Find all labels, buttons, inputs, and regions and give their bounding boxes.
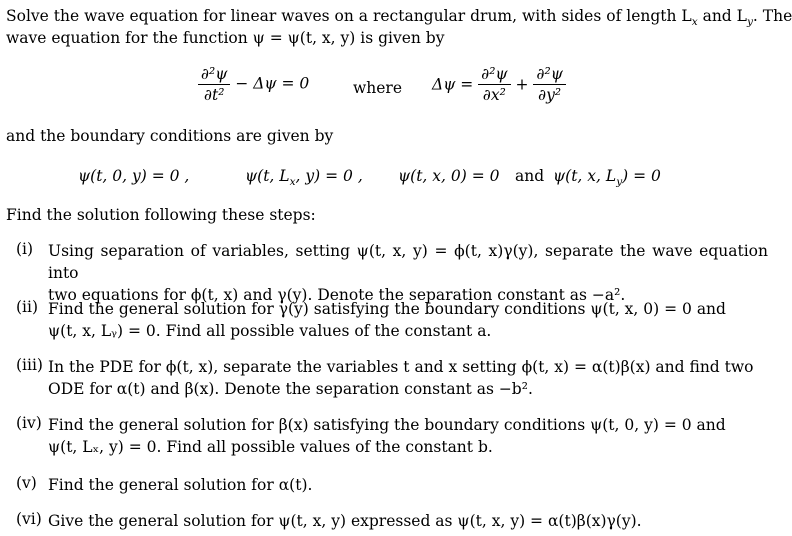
x-derivative-fraction: $\frac{\text{∂²ψ}}{\text{∂x²}}$ [478, 64, 510, 105]
equation-lhs-rest: − Δψ = 0 [235, 74, 310, 93]
intro-line-1: Solve the wave equation for linear waves on a rectangular drum, with sides of length $L_x$ and $L_y$. The [6, 7, 792, 29]
steps-intro: Find the solution following these steps: [6, 206, 316, 224]
bc-4: ψ(t, x, $L_y) = 0$ [553, 167, 661, 189]
bc-and: and [515, 167, 545, 185]
bc-intro: and the boundary conditions are given by [6, 127, 334, 145]
where-label: where [353, 79, 403, 97]
bc-1: ψ(t, 0, y) = 0 , [78, 167, 190, 185]
step-i: (i) Using separation of variables, setting ψ(t, x, y) = ϕ(t, x)γ(y), separate the wave equation into two equations for ϕ(t, x) and γ(y). Denote the separation constant as −a². [16, 240, 768, 304]
laplacian-definition: Δψ = $\frac{\text{∂²ψ}}{\text{∂x²}}$ + $\frac{\text{∂²ψ}}{\text{∂y²}}$ [432, 64, 566, 105]
y-derivative-fraction: $\frac{\text{∂²ψ}}{\text{∂y²}}$ [533, 64, 565, 105]
step-iii: (iii) In the PDE for ϕ(t, x), separate the variables t and x setting ϕ(t, x) = α(t)β(x) and find two ODE for α(t) and β(x). Denote the separation constant as −b². [16, 356, 754, 398]
time-derivative-fraction: $\frac{\text{∂²ψ}}{\text{∂t²}}$ [198, 64, 230, 105]
step-ii: (ii) Find the general solution for γ(y) satisfying the boundary conditions ψ(t, x, 0) = 0 and ψ(t, x, Lᵧ) = 0. Find all possible values of the constant a. [16, 298, 726, 340]
step-vi: (vi) Give the general solution for ψ(t, x, y) expressed as ψ(t, x, y) = α(t)β(x)γ(y). [16, 510, 642, 530]
step-v: (v) Find the general solution for α(t). [16, 474, 313, 494]
intro-line-2: wave equation for the function ψ = ψ(t, x, y) is given by [6, 29, 445, 47]
step-iv: (iv) Find the general solution for β(x) satisfying the boundary conditions ψ(t, 0, y) = 0 and ψ(t, Lₓ, y) = 0. Find all possible values of the constant b. [16, 414, 726, 456]
bc-2: ψ(t, $L_x$, y) = 0 , [245, 167, 363, 189]
bc-3: ψ(t, x, 0) = 0 [398, 167, 500, 185]
wave-equation [198, 64, 309, 105]
